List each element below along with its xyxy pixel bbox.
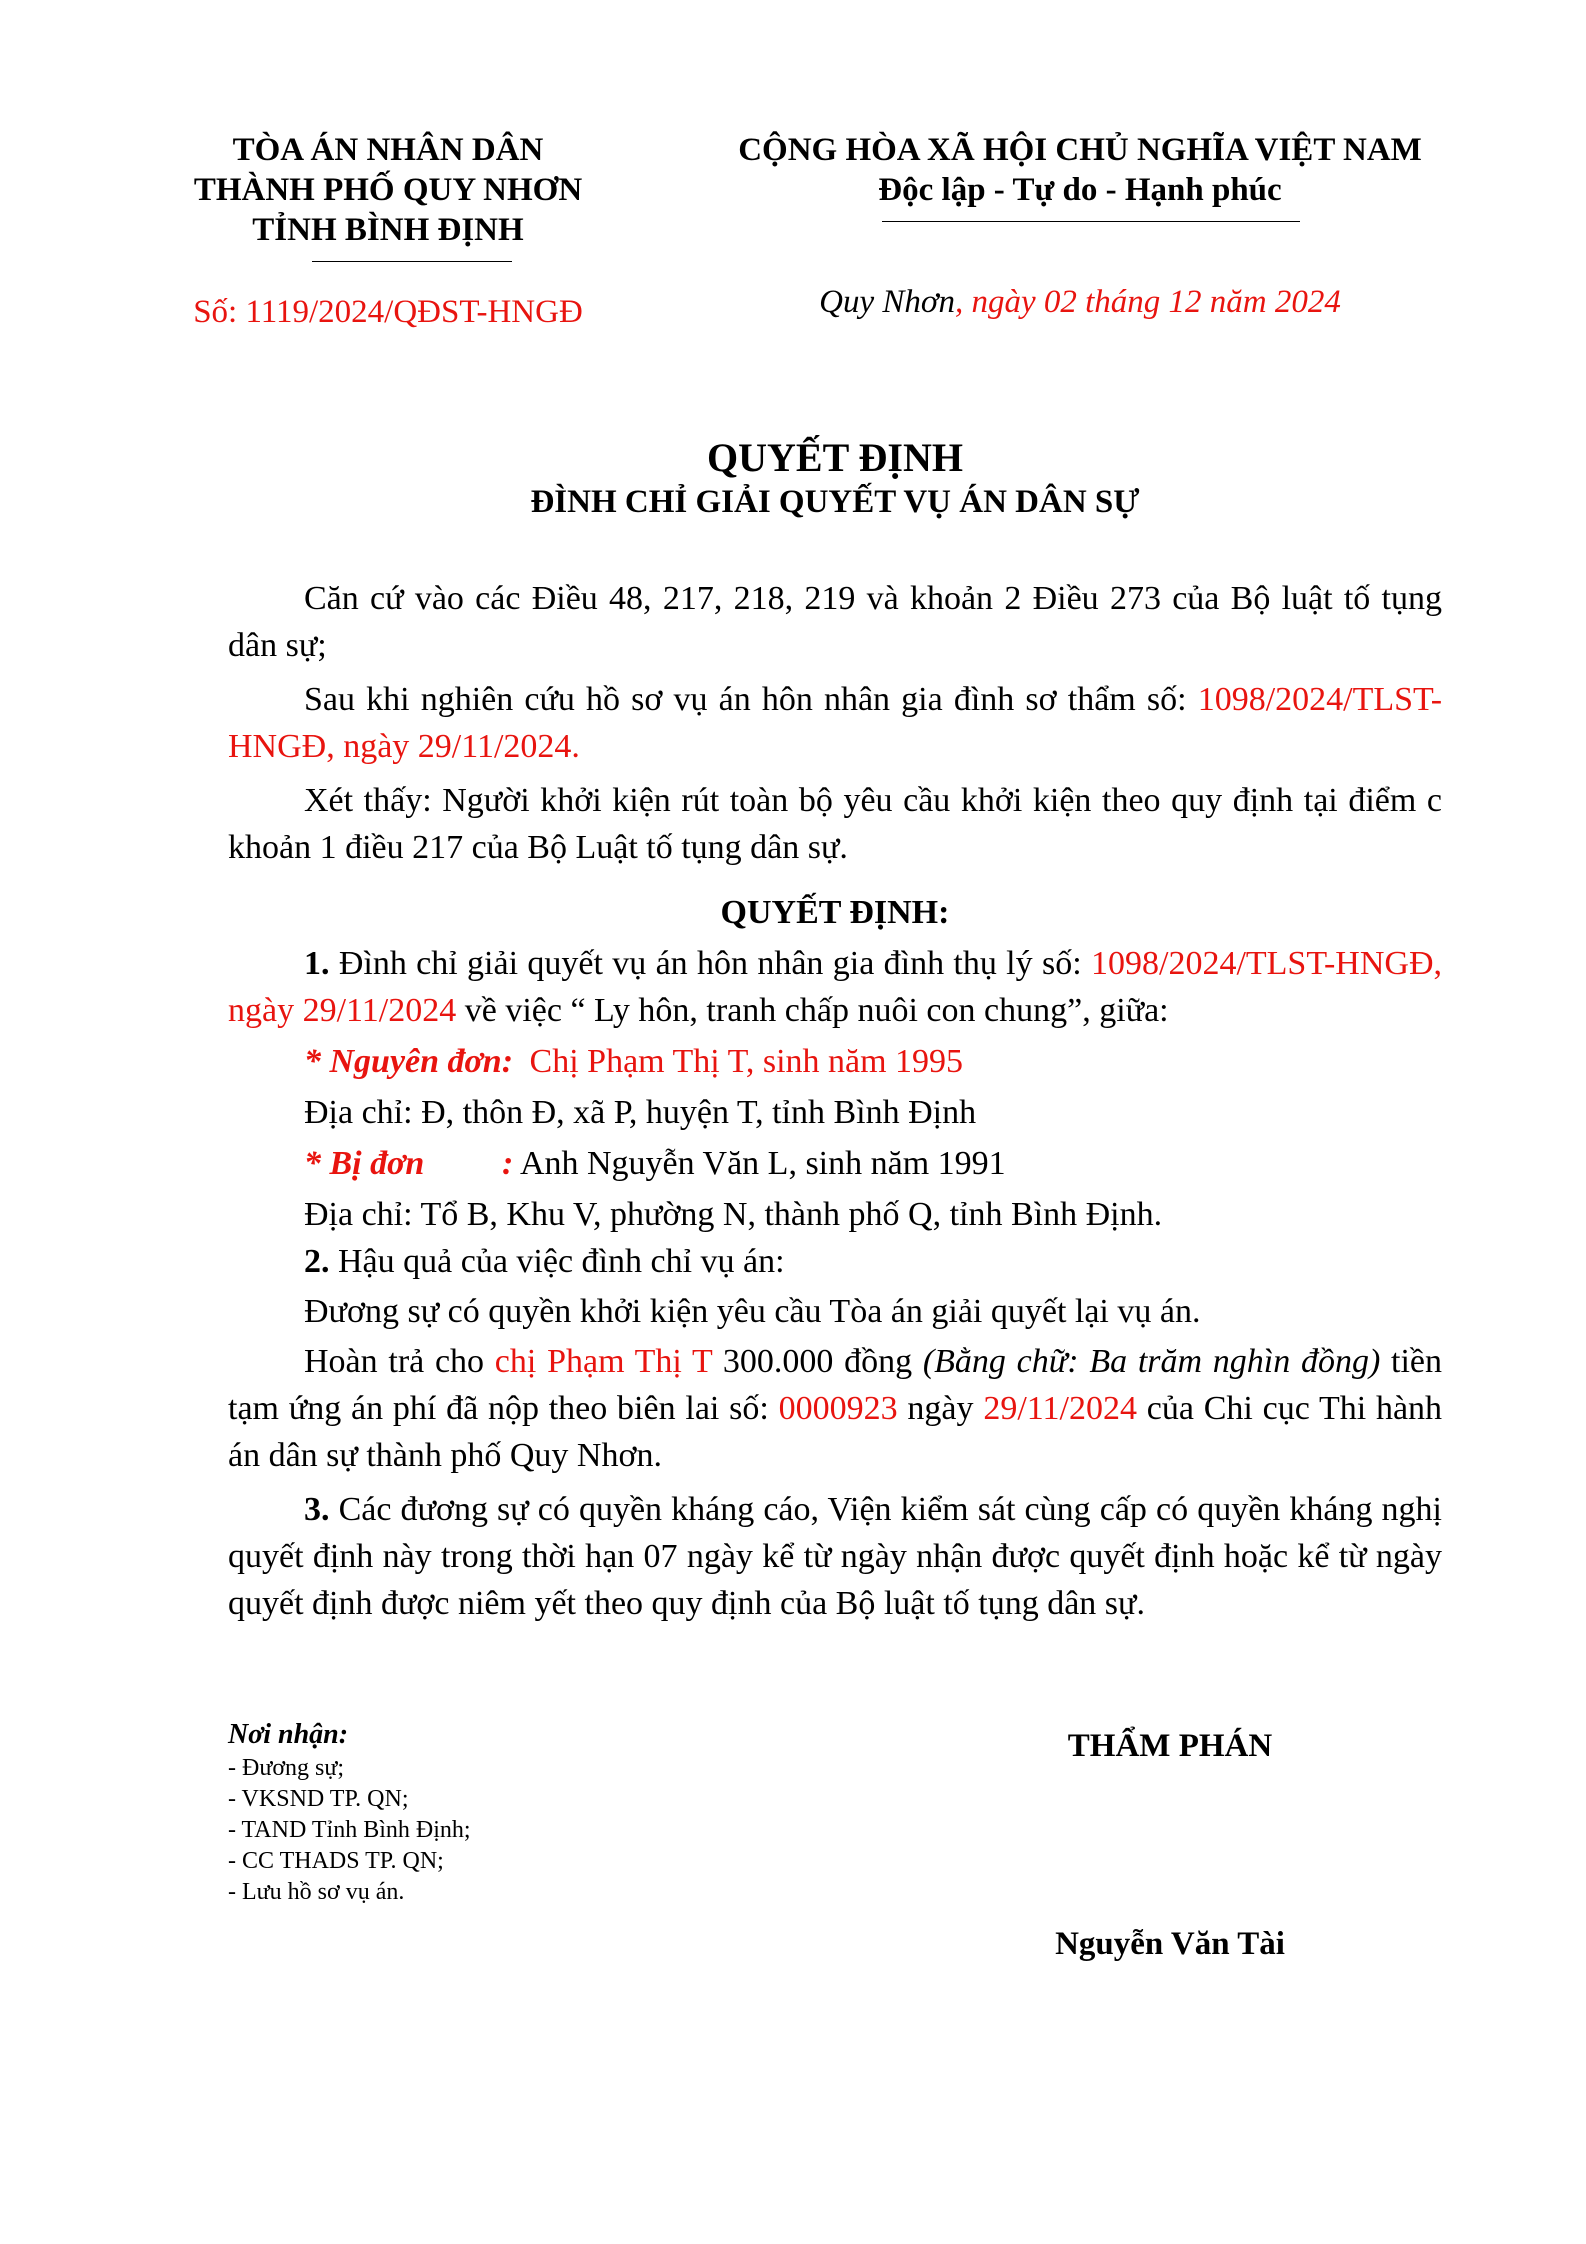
item3-text: Các đương sự có quyền kháng cáo, Viện kiểm sát cùng cấp có quyền kháng nghị quyết định này trong thời hạn 07 ngày kể từ ngày nhận được quyết định hoặc kể từ ngày quyết định được niêm yết theo quy định của Bộ luật tố tụng dân sự. <box>228 1491 1442 1622</box>
motto-underline <box>882 221 1300 222</box>
decision-item-2 <box>228 1238 1442 1285</box>
defendant-line <box>228 1140 1442 1187</box>
defendant-value: Anh Nguyễn Văn L, sinh năm 1991 <box>519 1145 1006 1182</box>
signature-name: Nguyễn Văn Tài <box>1055 1926 1285 1962</box>
court-name-line3: TỈNH BÌNH ĐỊNH <box>252 212 524 248</box>
receipt-number: 0000923 <box>778 1390 898 1427</box>
decision-item-3 <box>228 1486 1442 1627</box>
basis-paragraph-3: Xét thấy: Người khởi kiện rút toàn bộ yêu cầu khởi kiện theo quy định tại điểm c khoản 1 điều 217 của Bộ Luật tố tụng dân sự. <box>228 782 1442 866</box>
issue-date-text: , ngày 02 tháng 12 năm 2024 <box>954 284 1341 320</box>
decision-number: Số: 1119/2024/QĐST-HNGĐ <box>193 294 583 330</box>
court-header <box>168 130 608 250</box>
case-reference: 1098/2024/TLST-HNGĐ, ngày 29/11/2024. <box>228 681 1443 765</box>
plaintiff-line <box>228 1038 1442 1085</box>
nation-name: CỘNG HÒA XÃ HỘI CHỦ NGHĨA VIỆT NAM <box>738 132 1422 168</box>
item1-case-ref: 1098/2024/TLST-HNGĐ, ngày 29/11/2024 <box>228 945 1443 1029</box>
document-title <box>228 434 1442 522</box>
recipient-item: - Đương sự; <box>228 1755 345 1781</box>
basis-paragraph-2 <box>228 676 1442 770</box>
court-name-line1: TÒA ÁN NHÂN DÂN <box>232 132 544 168</box>
decision-heading: QUYẾT ĐỊNH: <box>720 894 950 931</box>
signature-role: THẨM PHÁN <box>1067 1728 1273 1764</box>
recipient-item: - VKSND TP. QN; <box>228 1786 409 1812</box>
document-body <box>228 575 1442 1627</box>
refund-text-e: của Chi cục Thi hành án dân sự thành phố Quy Nhơn. <box>228 1390 1443 1474</box>
decision-item-1 <box>228 940 1442 1034</box>
receipt-date: 29/11/2024 <box>983 1390 1137 1427</box>
refund-text-d: ngày <box>907 1390 974 1427</box>
refund-amount: 300.000 đồng <box>722 1343 913 1380</box>
issue-date <box>690 282 1470 322</box>
recipient-item: - Lưu hồ sơ vụ án. <box>228 1879 405 1905</box>
item2-number: 2. <box>304 1243 330 1280</box>
item2-text: Hậu quả của việc đình chỉ vụ án: <box>338 1243 785 1280</box>
nation-header <box>690 130 1470 210</box>
refund-amount-words: (Bằng chữ: Ba trăm nghìn đồng) <box>922 1343 1381 1380</box>
recipients-title: Nơi nhận: <box>228 1719 349 1750</box>
plaintiff-value: Chị Phạm Thị T, sinh năm 1995 <box>529 1043 964 1080</box>
court-underline <box>312 261 512 262</box>
nation-motto: Độc lập - Tự do - Hạnh phúc <box>878 172 1282 208</box>
refund-text-c: tiền tạm ứng án phí đã nộp theo biên lai số: <box>228 1343 1443 1427</box>
item1-text: Đình chỉ giải quyết vụ án hôn nhân gia đình thụ lý số: <box>338 945 1082 982</box>
basis-paragraph-1: Căn cứ vào các Điều 48, 217, 218, 219 và khoản 2 Điều 273 của Bộ luật tố tụng dân sự; <box>228 580 1442 664</box>
item1-text2: về việc “ Ly hôn, tranh chấp nuôi con chung”, giữa: <box>464 992 1169 1029</box>
recipient-item: - CC THADS TP. QN; <box>228 1848 444 1874</box>
item3-number: 3. <box>304 1491 330 1528</box>
recipients-block <box>228 1717 471 1908</box>
plaintiff-label: * Nguyên đơn: <box>304 1043 514 1080</box>
basis-p2-text: Sau khi nghiên cứu hồ sơ vụ án hôn nhân gia đình sơ thẩm số: <box>304 681 1187 718</box>
defendant-colon: : <box>502 1145 514 1182</box>
item2-line: Đương sự có quyền khởi kiện yêu cầu Tòa án giải quyết lại vụ án. <box>304 1293 1201 1330</box>
defendant-address: Địa chỉ: Tổ B, Khu V, phường N, thành phố Q, tỉnh Bình Định. <box>304 1196 1163 1233</box>
defendant-label: * Bị đơn <box>304 1145 425 1182</box>
plaintiff-address: Địa chỉ: Đ, thôn Đ, xã P, huyện T, tỉnh Bình Định <box>304 1094 977 1131</box>
court-name-line2: THÀNH PHỐ QUY NHƠN <box>193 172 583 208</box>
refund-text-a: Hoàn trả cho <box>304 1343 485 1380</box>
title-main: QUYẾT ĐỊNH <box>707 435 963 480</box>
refund-person: chị Phạm Thị T <box>494 1343 713 1380</box>
recipient-item: - TAND Tỉnh Bình Định; <box>228 1817 471 1843</box>
issue-place: Quy Nhơn <box>819 284 955 320</box>
title-sub: ĐÌNH CHỈ GIẢI QUYẾT VỤ ÁN DÂN SỰ <box>530 484 1140 520</box>
item1-number: 1. <box>304 945 330 982</box>
refund-paragraph <box>228 1338 1442 1479</box>
